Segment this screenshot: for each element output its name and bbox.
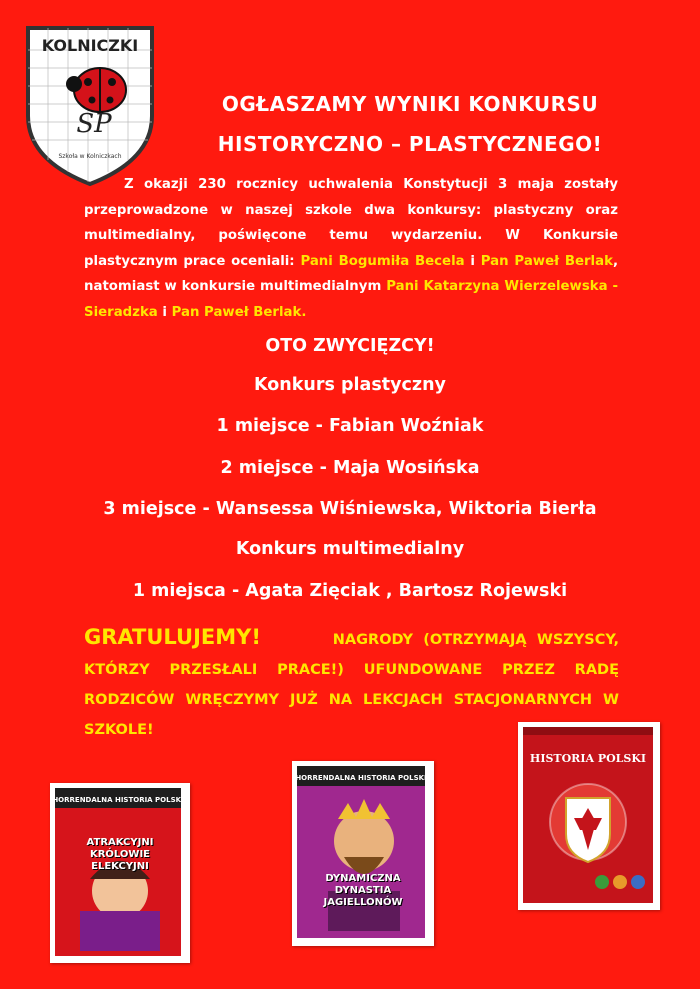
art-contest-heading: Konkurs plastyczny — [254, 375, 446, 395]
school-logo — [22, 20, 158, 188]
book2-title: DYNAMICZNA DYNASTIA JAGIELLONÓW — [323, 873, 403, 908]
art-place-2: 2 miejsce - Maja Wosińska — [220, 458, 480, 478]
intro-text: , natomiast w konkursie multimedialnym — [84, 253, 618, 295]
multimedia-place-1: 1 miejsca - Agata Zięciak , Bartosz Rojewski — [132, 581, 568, 601]
intro-text: i — [464, 253, 481, 269]
book1-series: HORRENDALNA HISTORIA POLSKI — [52, 796, 184, 804]
book-cover-jagiellonow — [292, 761, 434, 946]
congrats-text: GRATULUJEMY! — [84, 625, 261, 649]
multimedia-contest-heading: Konkurs multimedialny — [235, 539, 465, 559]
art-place-1: 1 miejsce - Fabian Woźniak — [216, 416, 484, 436]
intro-text: i — [157, 304, 172, 320]
board-game-historia-polski — [518, 722, 660, 910]
judge-name: Pan Paweł Berlak — [480, 253, 613, 269]
book2-series: HORRENDALNA HISTORIA POLSKI — [295, 774, 427, 782]
game-title: HISTORIA POLSKI — [529, 752, 647, 765]
book1-title: ATRAKCYJNI KRÓLOWIE ELEKCYJNI — [86, 837, 154, 872]
logo-letters: SP — [76, 109, 112, 139]
judge-name: Pan Paweł Berlak — [171, 304, 302, 320]
judge-name: Pani Bogumiła Becela — [300, 253, 465, 269]
judge-name: Pani Katarzyna Wierzelewska - Sieradzka — [84, 279, 618, 320]
page-title-line1: OGŁASZAMY WYNIKI KONKURSU — [221, 92, 599, 116]
logo-motto: Szkoła w Kolniczkach — [58, 153, 122, 160]
art-place-3: 3 miejsce - Wansessa Wiśniewska, Wiktoria Bierła — [103, 499, 597, 519]
logo-school-name: KOLNICZKI — [41, 36, 139, 55]
winners-heading: OTO ZWYCIĘZCY! — [265, 336, 435, 356]
book-cover-krolowie — [50, 783, 190, 963]
intro-paragraph — [84, 172, 618, 326]
page-title-line2: HISTORYCZNO – PLASTYCZNEGO! — [217, 132, 603, 156]
closing-text: NAGRODY (OTRZYMAJĄ WSZYSCY, KTÓRZY PRZESŁALI PRACE!) UFUNDOWANE PRZEZ RADĘ RODZICÓW WRĘCZYMY JUŻ NA LEKCJACH STACJONARNYCH W SZKOLE! — [84, 632, 619, 738]
intro-text: Z okazji 230 rocznicy uchwalenia Konstytucji 3 maja zostały przeprowadzone w naszej szkole dwa konkursy: plastyczny oraz multimedialny, poświęcone temu wydarzeniu. W Konkursie plastycznym prace oceniali: — [84, 177, 618, 269]
intro-text: . — [301, 304, 307, 320]
